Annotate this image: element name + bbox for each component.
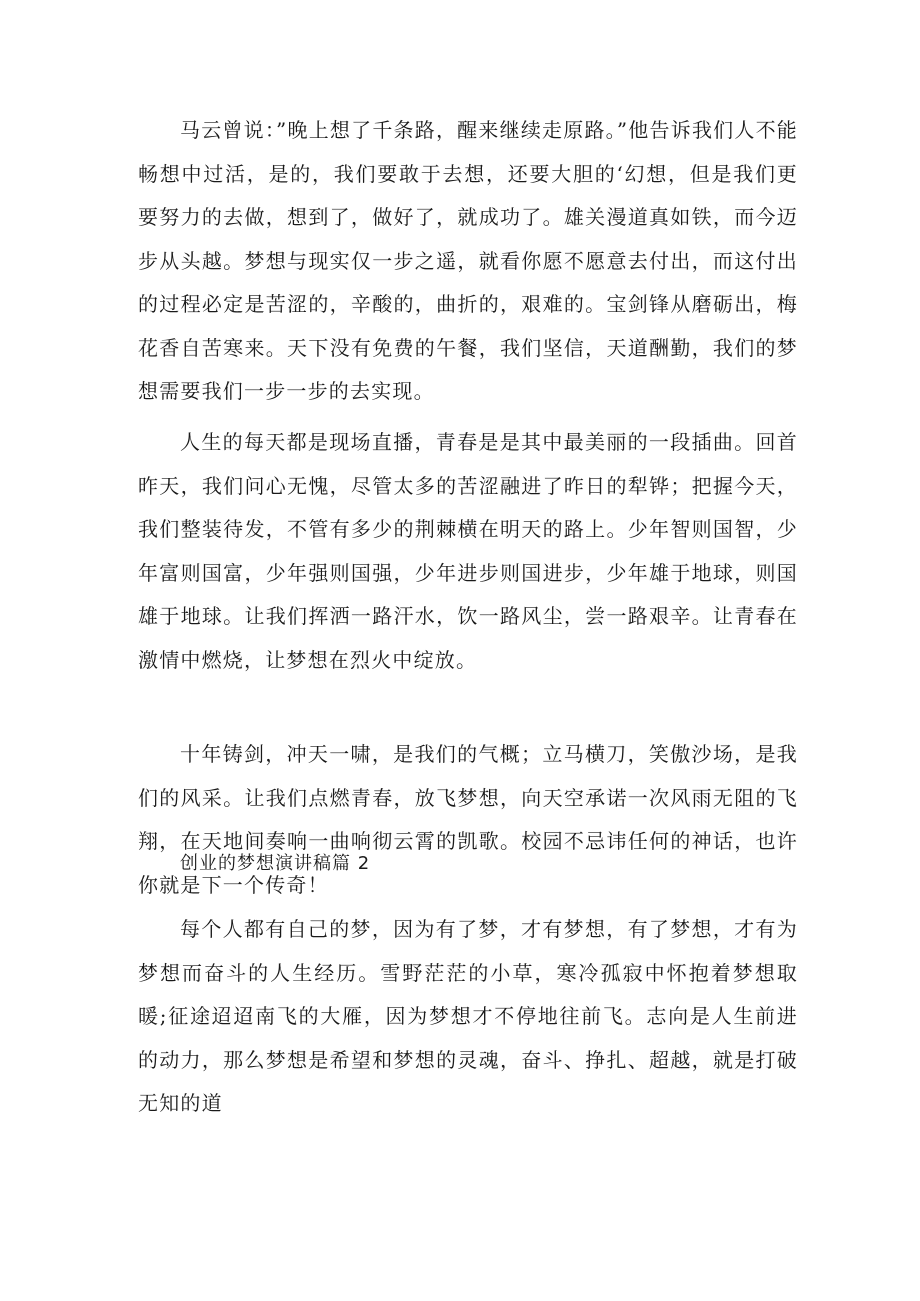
paragraph-3: 十年铸剑，冲天一啸，是我们的气概；立马横刀，笑傲沙场，是我们的风采。让我们点燃青春，放飞梦想，向天空承诺一次风雨无阻的飞翔，在天地间奏响一曲响彻云霄的凯歌。校园不忌讳任何的神话，也许你就是下一个传奇！ [138,742,798,897]
paragraph-4: 每个人都有自己的梦，因为有了梦，才有梦想，有了梦想，才有为梦想而奋斗的人生经历。雪野茫茫的小草，寒冷孤寂中怀抱着梦想取暖;征途迢迢南飞的大雁，因为梦想才不停地往前飞。志向是人生前进的动力，那么梦想是希望和梦想的灵魂，奋斗、挣扎、超越，就是打破无知的道 [138,917,798,1115]
paragraph-1: 马云曾说：”晚上想了千条路，醒来继续走原路。”他告诉我们人不能畅想中过活，是的，我们要敢于去想，还要大胆的‘幻想，但是我们更要努力的去做，想到了，做好了，就成功了。雄关漫道真如铁，而今迈步从头越。梦想与现实仅一步之遥，就看你愿不愿意去付出，而这付出的过程必定是苦涩的，辛酸的，曲折的，艰难的。宝剑锋从磨砺出，梅花香自苦寒来。天下没有免费的午餐，我们坚信，天道酬勤，我们的梦想需要我们一步一步的去实现。 [138,118,798,403]
paragraph-2: 人生的每天都是现场直播，青春是是其中最美丽的一段插曲。回首昨天，我们问心无愧，尽管太多的苦涩融进了昨日的犁铧；把握今天，我们整装待发，不管有多少的荆棘横在明天的路上。少年智则国智，少年富则国富，少年强则国强，少年进步则国进步，少年雄于地球，则国雄于地球。让我们挥洒一路汗水，饮一路风尘，尝一路艰辛。让青春在激情中燃烧，让梦想在烈火中绽放。 [138,430,798,672]
section-heading: 创业的梦想演讲稿篇 2 [180,853,371,874]
